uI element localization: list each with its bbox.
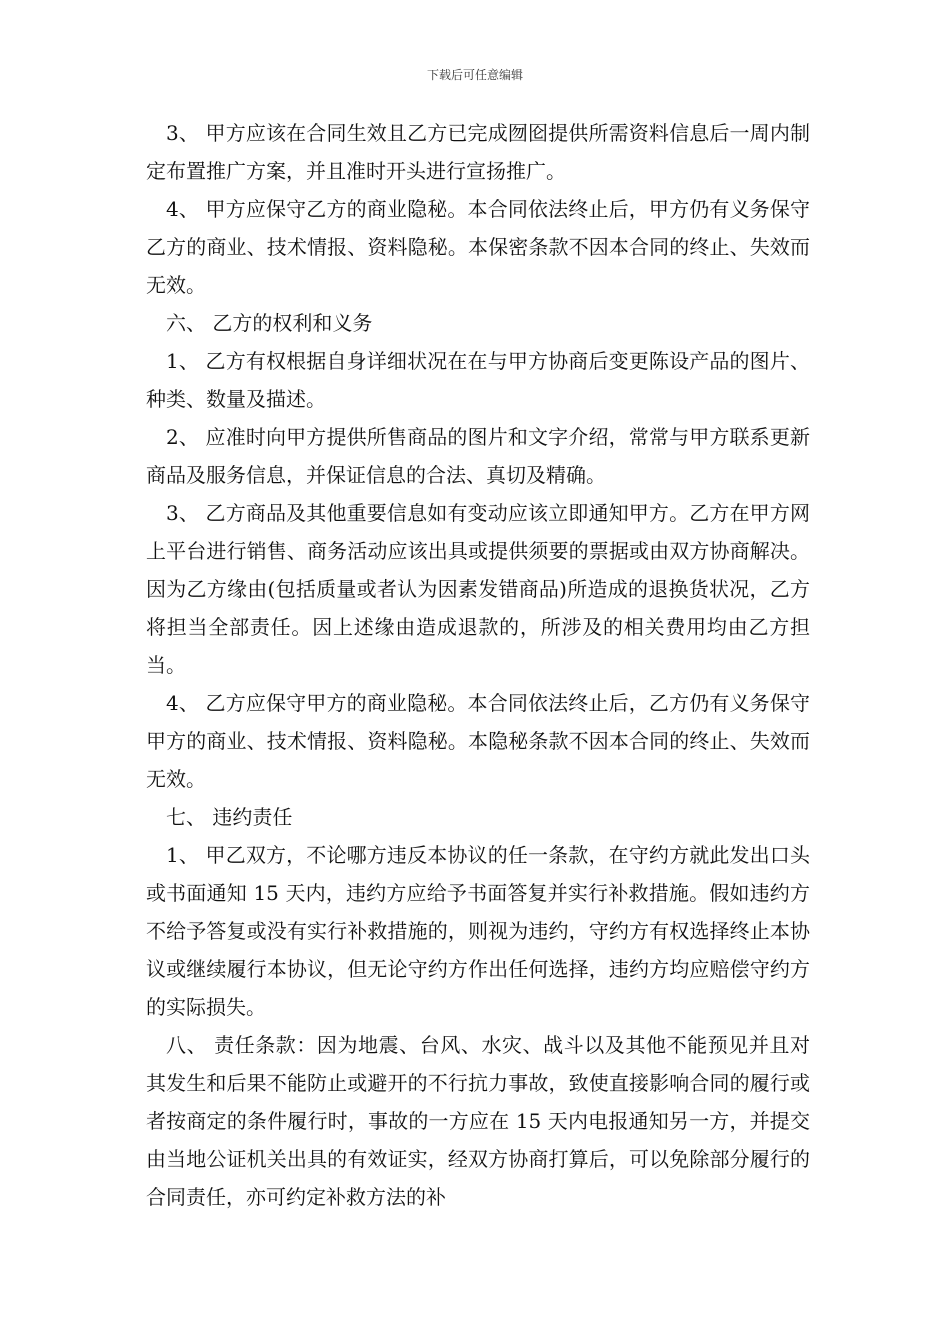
document-body bbox=[146, 114, 810, 1216]
clause-7-1: 1、 甲乙双方，不论哪方违反本协议的任一条款，在守约方就此发出口头或书面通知 15 天内，违约方应给予书面答复并实行补救措施。假如违约方不给予答复或没有实行补救措施的，则视为违约，守约方有权选择终止本协议或继续履行本协议，但无论守约方作出任何选择，违约方均应赔偿守约方的实际损失。 bbox=[146, 843, 810, 1019]
clause-5-3: 3、 甲方应该在合同生效且乙方已完成囫囵提供所需资料信息后一周内制定布置推广方案，并且准时开头进行宣扬推广。 bbox=[146, 121, 810, 183]
section-8-liability: 八、 责任条款：因为地震、台风、水灾、战斗以及其他不能预见并且对其发生和后果不能防止或避开的不行抗力事故，致使直接影响合同的履行或者按商定的条件履行时，事故的一方应在 15 天内电报通知另一方，并提交由当地公证机关出具的有效证实，经双方协商打算后，可以免除部分履行的合同责任，亦可约定补救方法的补 bbox=[146, 1033, 810, 1209]
clause-6-3: 3、 乙方商品及其他重要信息如有变动应该立即通知甲方。乙方在甲方网上平台进行销售、商务活动应该出具或提供须要的票据或由双方协商解决。因为乙方缘由(包括质量或者认为因素发错商品)所造成的退换货状况，乙方将担当全部责任。因上述缘由造成退款的，所涉及的相关费用均由乙方担当。 bbox=[146, 501, 810, 677]
clause-5-4: 4、 甲方应保守乙方的商业隐秘。本合同依法终止后，甲方仍有义务保守乙方的商业、技术情报、资料隐秘。本保密条款不因本合同的终止、失效而无效。 bbox=[146, 197, 810, 297]
clause-6-2: 2、 应准时向甲方提供所售商品的图片和文字介绍，常常与甲方联系更新商品及服务信息，并保证信息的合法、真切及精确。 bbox=[146, 425, 810, 487]
page-header: 下载后可任意编辑 bbox=[426, 68, 523, 82]
clause-6-4: 4、 乙方应保守甲方的商业隐秘。本合同依法终止后，乙方仍有义务保守甲方的商业、技术情报、资料隐秘。本隐秘条款不因本合同的终止、失效而无效。 bbox=[146, 691, 810, 791]
section-heading-6: 六、 乙方的权利和义务 bbox=[166, 311, 373, 335]
section-heading-7: 七、 违约责任 bbox=[166, 805, 293, 829]
clause-6-1: 1、 乙方有权根据自身详细状况在在与甲方协商后变更陈设产品的图片、种类、数量及描述。 bbox=[146, 349, 810, 411]
